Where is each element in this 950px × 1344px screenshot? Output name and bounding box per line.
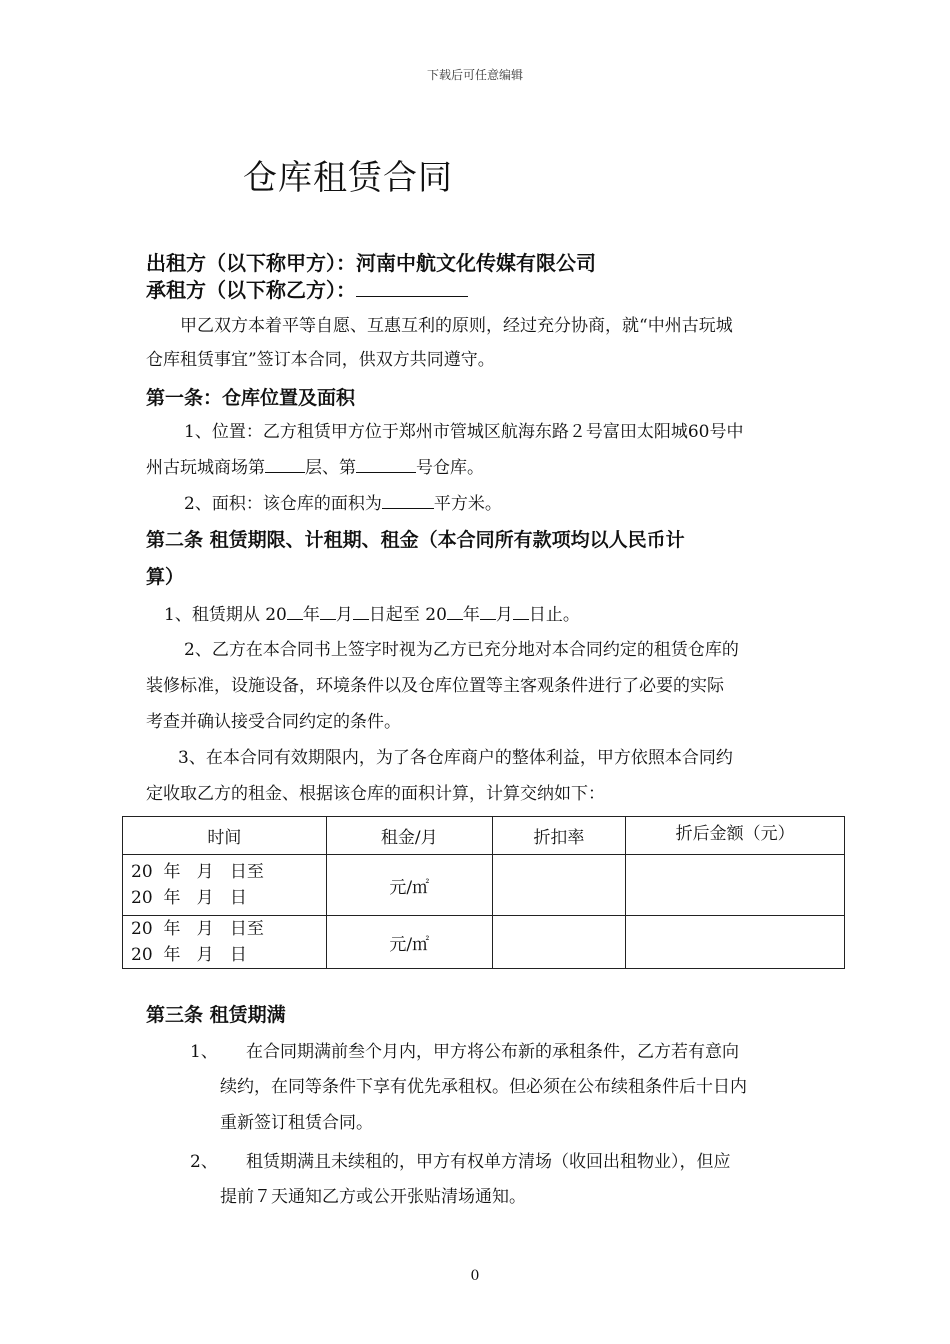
amount-cell — [626, 855, 845, 916]
period-cell — [123, 916, 327, 969]
term-start-year-blank — [287, 601, 303, 620]
rent-table-header-row — [123, 817, 845, 855]
term-start-day-blank — [353, 601, 369, 620]
article1-item1-line1: 1、位置：乙方租赁甲方位于郑州市管城区航海东路２号富田太阳城60号中 — [184, 422, 744, 442]
article3-item1-line1: 在合同期满前叁个月内，甲方将公布新的承租条件，乙方若有意向 — [246, 1042, 739, 1062]
header-period: 时间 — [123, 817, 327, 855]
rent-cell: 元/㎡ — [326, 855, 492, 916]
article2-heading-line1: 第二条 租赁期限、计租期、租金（本合同所有款项均以人民币计 — [146, 529, 685, 551]
discount-cell — [492, 916, 626, 969]
lessee-label: 承租方（以下称乙方）： — [146, 278, 356, 302]
article3-item2-number: 2、 — [190, 1152, 218, 1172]
rent-table — [122, 816, 845, 969]
period-cell — [123, 855, 327, 916]
header-rent: 租金/月 — [326, 817, 492, 855]
term-end-day-blank — [513, 601, 529, 620]
article1-item2 — [184, 487, 502, 521]
article1-item1-line2 — [146, 451, 484, 485]
lessor-line: 出租方（以下称甲方）：河南中航文化传媒有限公司 — [146, 251, 596, 275]
article2-item3-line2: 定收取乙方的租金、根据该仓库的面积计算，计算交纳如下： — [146, 784, 605, 804]
floor-blank — [265, 454, 305, 473]
term-end-prefix: 日起至 20 — [368, 605, 447, 625]
article2-item2-line2: 装修标准，设施设备，环境条件以及仓库位置等主客观条件进行了必要的实际 — [146, 676, 724, 696]
term-end-year-label: 年 — [462, 605, 480, 625]
term-year-label: 年 — [302, 605, 320, 625]
article1-heading: 第一条：仓库位置及面积 — [146, 387, 356, 409]
header-discount: 折扣率 — [492, 817, 626, 855]
term-end-year-blank — [447, 601, 463, 620]
rent-cell: 元/㎡ — [326, 916, 492, 969]
lessee-blank — [356, 278, 468, 297]
article3-item1-line3: 重新签订租赁合同。 — [220, 1113, 373, 1133]
article2-item1 — [164, 598, 580, 632]
article2-item2-line3: 考查并确认接受合同约定的条件。 — [146, 712, 401, 732]
period-from: 20 年 月 日至 — [131, 862, 264, 882]
article3-heading: 第三条 租赁期满 — [146, 1004, 286, 1026]
term-start-prefix: 1、租赁期从 20 — [164, 605, 287, 625]
article3-item1-number: 1、 — [190, 1042, 218, 1062]
warehouse-suffix: 号仓库。 — [416, 458, 484, 478]
period-to: 20 年 月 日 — [131, 945, 247, 965]
term-start-month-blank — [320, 601, 336, 620]
page-number: 0 — [470, 1268, 480, 1284]
article2-item3-line1: 3、在本合同有效期限内，为了各仓库商户的整体利益，甲方依照本合同约 — [178, 748, 733, 768]
lessee-line — [146, 274, 468, 303]
article2-item2-line1: 2、乙方在本合同书上签字时视为乙方已充分地对本合同约定的租赁仓库的 — [184, 640, 739, 660]
intro-line-2: 仓库租赁事宜”签订本合同，供双方共同遵守。 — [146, 350, 495, 370]
area-blank — [382, 490, 434, 509]
term-month-label: 月 — [335, 605, 353, 625]
floor-label: 州古玩城商场第 — [146, 458, 265, 478]
header-amount: 折后金额（元） — [626, 817, 845, 855]
intro-line-1: 甲乙双方本着平等自愿、互惠互利的原则，经过充分协商，就“中州古玩城 — [180, 316, 733, 336]
table-row — [123, 855, 845, 916]
discount-cell — [492, 855, 626, 916]
warehouse-label: 层、第 — [305, 458, 356, 478]
amount-cell — [626, 916, 845, 969]
article3-item2-line2: 提前７天通知乙方或公开张贴清场通知。 — [220, 1187, 526, 1207]
article3-item2-line1: 租赁期满且未续租的，甲方有权单方清场（收回出租物业），但应 — [246, 1152, 731, 1172]
warehouse-blank — [356, 454, 416, 473]
period-from: 20 年 月 日至 — [131, 919, 264, 939]
term-end-month-blank — [480, 601, 496, 620]
term-end-suffix: 日止。 — [528, 605, 580, 625]
article2-heading-line2: 算） — [146, 566, 185, 588]
document-title: 仓库租赁合同 — [243, 158, 453, 198]
area-unit: 平方米。 — [433, 494, 502, 514]
header-note: 下载后可任意编辑 — [426, 68, 523, 82]
term-end-month-label: 月 — [495, 605, 513, 625]
table-row — [123, 916, 845, 969]
period-to: 20 年 月 日 — [131, 888, 247, 908]
area-label: 2、面积：该仓库的面积为 — [184, 494, 382, 514]
article3-item1-line2: 续约，在同等条件下享有优先承租权。但必须在公布续租条件后十日内 — [220, 1077, 747, 1097]
